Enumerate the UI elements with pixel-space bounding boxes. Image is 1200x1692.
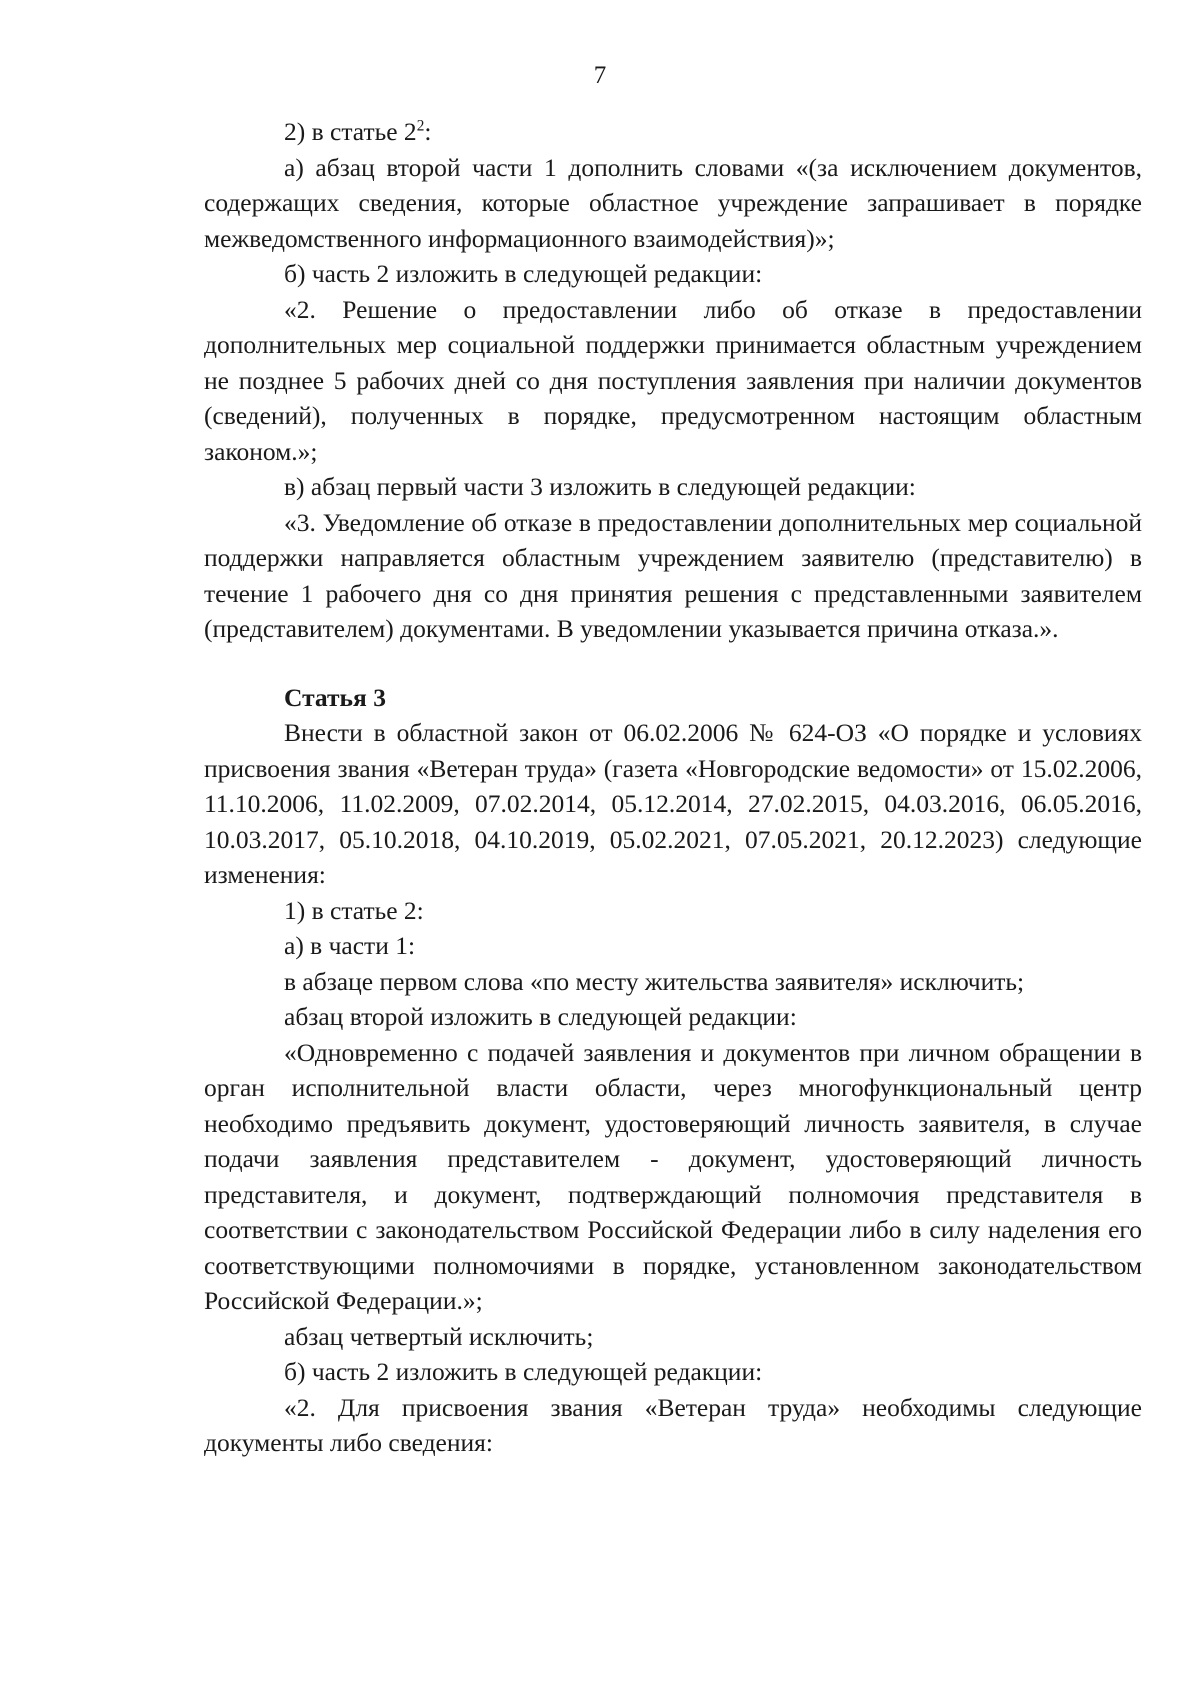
paragraph: абзац четвертый исключить;: [284, 1321, 594, 1351]
paragraph-article-2-amendment: [204, 114, 1142, 150]
paragraph: «2. Для присвоения звания «Ветеран труда» необходимы следующие документы либо сведения:: [204, 1392, 1142, 1457]
paragraph: а) абзац второй части 1 дополнить словами «(за исключением документов, содержащих сведения, которые областное учреждение запрашивает в порядке межведомственного информационного взаимодействия)»;: [204, 152, 1142, 253]
paragraph: абзац второй изложить в следующей редакции:: [284, 1002, 797, 1031]
paragraph: «2. Решение о предоставлении либо об отказе в предоставлении дополнительных мер социальной поддержки принимается областным учреждением не позднее 5 рабочих дней со дня поступления заявления при наличии документов (сведений), полученных в порядке, предусмотренном настоящим областным законом.»;: [204, 294, 1142, 466]
document-body: [204, 114, 1142, 1461]
paragraph-text: 2) в статье 2: [284, 117, 417, 146]
superscript: 2: [416, 117, 425, 135]
paragraph: в) абзац первый части 3 изложить в следующей редакции:: [284, 472, 916, 501]
paragraph: б) часть 2 изложить в следующей редакции:: [284, 1357, 763, 1386]
page-number: 7: [593, 62, 607, 89]
paragraph: «3. Уведомление об отказе в предоставлении дополнительных мер социальной поддержки направляется областным учреждением заявителю (представителю) в течение 1 рабочего дня со дня принятия решения с представленными заявителем (представителем) документами. В уведомлении указывается причина отказа.».: [204, 507, 1142, 643]
paragraph: Внести в областной закон от 06.02.2006 № 624-ОЗ «О порядке и условиях присвоения звания «Ветеран труда» (газета «Новгородские ведомости» от 15.02.2006, 11.10.2006, 11.02.2009, 07.02.2014, 05.12.2014, 27.02.2015, 04.03.2016, 06.05.2016, 10.03.2017, 05.10.2018, 04.10.2019, 05.02.2021, 07.05.2021, 20.12.2023) следующие изменения:: [204, 718, 1142, 889]
paragraph: в абзаце первом слова «по месту жительства заявителя» исключить;: [284, 966, 1025, 996]
paragraph: 1) в статье 2:: [284, 895, 424, 925]
paragraph: б) часть 2 изложить в следующей редакции:: [284, 259, 763, 288]
paragraph: «Одновременно с подачей заявления и документов при личном обращении в орган исполнительной власти области, через многофункциональный центр необходимо предъявить документ, удостоверяющий личность заявителя, в случае подачи заявления представителем - документ, удостоверяющий личность представителя, и документ, подтверждающий полномочия представителя в соответствии с законодательством Российской Федерации либо в силу наделения его соответствующими полномочиями в порядке, установленном законодательством Российской Федерации.»;: [204, 1037, 1142, 1315]
article-heading: Статья 3: [284, 682, 386, 712]
paragraph-text: :: [424, 117, 432, 146]
paragraph: а) в части 1:: [284, 931, 416, 960]
